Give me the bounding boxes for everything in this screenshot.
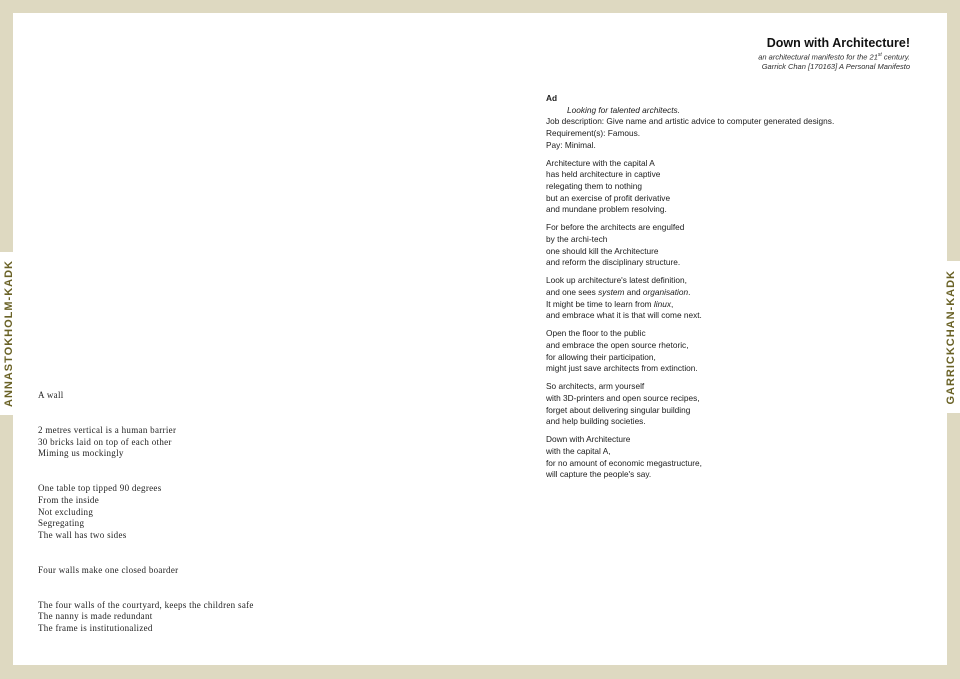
manifesto-line: Open the floor to the public xyxy=(546,328,646,339)
manifesto-line: Looking for talented architects. xyxy=(567,104,680,115)
poem xyxy=(38,390,458,658)
manifesto-line: and mundane problem resolving. xyxy=(546,204,667,215)
manifesto xyxy=(546,93,876,487)
manifesto-line: with 3D-printers and open source recipes, xyxy=(546,393,700,404)
right-sidebar-tab xyxy=(942,261,960,413)
manifesto-line xyxy=(546,287,876,299)
manifesto-line: and reform the disciplinary structure. xyxy=(546,257,681,268)
manifesto-section xyxy=(546,381,876,428)
manifesto-line: has held architecture in captive xyxy=(546,169,661,180)
emphasized-term: organisation xyxy=(642,287,689,298)
manifesto-line: Look up architecture's latest definition, xyxy=(546,275,687,286)
manifesto-section xyxy=(546,93,876,151)
poem-line: 2 metres vertical is a human barrier xyxy=(38,424,177,435)
subtitle-ordinal: st xyxy=(877,52,882,59)
byline: Garrick Chan [170163] A Personal Manifesto xyxy=(761,61,910,71)
poem-line: From the inside xyxy=(38,494,99,505)
manifesto-line: Architecture with the capital A xyxy=(546,157,655,168)
manifesto-section xyxy=(546,222,876,269)
left-sidebar-tab xyxy=(0,252,18,415)
manifesto-line: Pay: Minimal. xyxy=(546,139,596,150)
text-segment: It might be time to learn from xyxy=(546,298,654,309)
poem-line: A wall xyxy=(38,390,64,400)
manifesto-line: for allowing their participation, xyxy=(546,351,656,362)
manifesto-line: Ad xyxy=(546,93,558,103)
poem-stanza xyxy=(38,390,458,402)
poem-line: Segregating xyxy=(38,518,85,529)
manifesto-line: Down with Architecture xyxy=(546,434,631,445)
manifesto-line: might just save architects from extinction. xyxy=(546,363,698,374)
manifesto-line: with the capital A, xyxy=(546,446,611,457)
poem-line: Miming us mockingly xyxy=(38,448,124,459)
poem-line: The frame is institutionalized xyxy=(38,623,153,634)
manifesto-line: forget about delivering singular building xyxy=(546,404,691,415)
manifesto-section xyxy=(546,158,876,216)
text-segment: , xyxy=(670,298,674,309)
manifesto-line: and embrace the open source rhetoric, xyxy=(546,340,689,351)
page-title: Down with Architecture! xyxy=(766,36,910,50)
text-segment: and xyxy=(624,287,643,298)
manifesto-section xyxy=(546,275,876,322)
manifesto-header xyxy=(758,36,910,71)
subtitle-prefix: an architectural manifesto for the 21 xyxy=(758,52,878,62)
poem-stanza xyxy=(38,565,458,577)
poem-line: Not excluding xyxy=(38,506,94,517)
manifesto-line: Job description: Give name and artistic advice to computer generated designs. xyxy=(546,116,835,127)
manifesto-line: by the archi-tech xyxy=(546,234,608,244)
poem-line: The nanny is made redundant xyxy=(38,611,153,622)
manifesto-line: So architects, arm yourself xyxy=(546,381,645,392)
right-sidebar-label: GARRICKCHAN-KADK xyxy=(945,269,957,405)
poem-stanza xyxy=(38,425,458,460)
text-segment: and one sees xyxy=(546,287,599,298)
manifesto-line: but an exercise of profit derivative xyxy=(546,192,671,203)
manifesto-line: one should kill the Architecture xyxy=(546,245,659,256)
poem-stanza xyxy=(38,483,458,541)
manifesto-line: relegating them to nothing xyxy=(546,180,642,191)
poem-line: The wall has two sides xyxy=(38,529,127,540)
poem-stanza xyxy=(38,600,458,635)
poem-line: One table top tipped 90 degrees xyxy=(38,483,162,494)
text-segment: . xyxy=(688,287,691,298)
manifesto-line: Requirement(s): Famous. xyxy=(546,127,641,138)
manifesto-line: and embrace what it is that will come next. xyxy=(546,310,702,321)
manifesto-line: and help building societies. xyxy=(546,416,646,427)
subtitle-suffix: century. xyxy=(881,52,910,62)
poem-line: 30 bricks laid on top of each other xyxy=(38,436,172,447)
manifesto-line: for no amount of economic megastructure, xyxy=(546,457,702,468)
manifesto-section xyxy=(546,328,876,375)
manifesto-section xyxy=(546,434,876,481)
poem-line: The four walls of the courtyard, keeps the children safe xyxy=(38,599,254,610)
manifesto-line: will capture the people's say. xyxy=(546,469,652,480)
subtitle-line xyxy=(758,51,910,62)
manifesto-line: For before the architects are engulfed xyxy=(546,222,685,233)
left-sidebar-label: ANNASTOKHOLM-KADK xyxy=(3,260,15,407)
poem-line: Four walls make one closed boarder xyxy=(38,564,179,575)
manifesto-line xyxy=(546,299,876,311)
emphasized-term: system xyxy=(598,287,625,298)
emphasized-term: linux xyxy=(653,298,671,309)
